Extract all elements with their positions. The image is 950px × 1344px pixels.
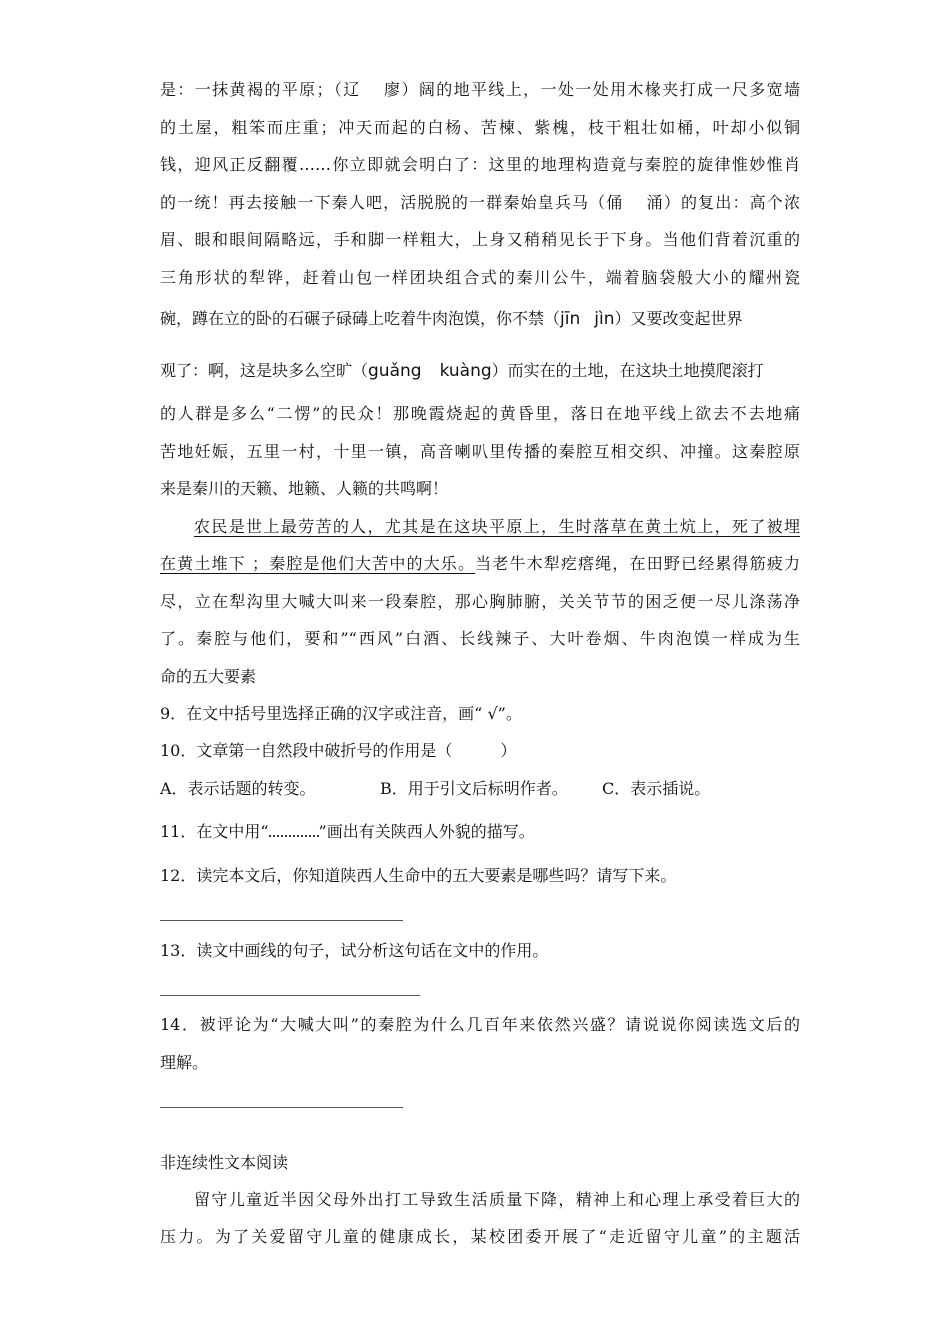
option-a: A．表示话题的转变。 bbox=[160, 779, 316, 798]
question-12: 12．读完本文后，你知道陕西人生命中的五大要素是哪些吗？请写下来。 bbox=[160, 866, 677, 885]
answer-line-12[interactable] bbox=[160, 920, 403, 921]
passage-p2-line-5: 命的五大要素 bbox=[160, 667, 257, 686]
section-title: 非连续性文本阅读 bbox=[160, 1153, 289, 1172]
question-9: 9．在文中括号里选择正确的汉字或注音，画“ √”。 bbox=[160, 704, 522, 723]
passage-p2-line-2: 在黄土堆下 ；秦腔是他们大苦中的大乐。当老牛木犁疙瘩绳，在田野已经累得筋疲力 bbox=[160, 554, 800, 573]
option-c: C．表示插说。 bbox=[602, 779, 711, 798]
question-14-line-1: 14．被评论为“大喊大叫”的秦腔为什么几百年来依然兴盛？请说说你阅读选文后的 bbox=[160, 1015, 800, 1034]
underlined-sentence: 农民是世上最劳苦的人，尤其是在这块平原上，生时落草在黄土炕上，死了被埋 bbox=[194, 517, 800, 536]
underlined-sentence-end: 在黄土堆下 ；秦腔是他们大苦中的大乐。 bbox=[160, 554, 476, 573]
passage-line-6: 三角形状的犁铧，赶着山包一样团块组合式的秦川公牛，端着脑袋般大小的耀州瓷 bbox=[160, 268, 800, 287]
passage-p2-line-1 bbox=[194, 517, 800, 537]
wavy-underline-mark bbox=[269, 823, 319, 837]
question-10: 10．文章第一自然段中破折号的作用是（ ） bbox=[160, 741, 517, 760]
question-13: 13．读文中画线的句子，试分析这句话在文中的作用。 bbox=[160, 941, 549, 960]
question-10-options bbox=[160, 779, 800, 799]
section-line-1: 留守儿童近半因父母外出打工导致生活质量下降，精神上和心理上承受着巨大的 bbox=[194, 1190, 800, 1209]
passage-line-2: 的土屋，粗笨而庄重；冲天而起的白杨、苦楝、紫槐，枝干粗壮如桶，叶却小似铜 bbox=[160, 118, 800, 137]
passage-line-9: 的人群是多么“二愣”的民众！那晚霞烧起的黄昏里，落日在地平线上欲去不去地痛 bbox=[160, 404, 800, 423]
passage-line-8: 观了：啊，这是块多么空旷（guǎng kuàng）而实在的土地，在这块土地摸爬滚打 bbox=[160, 361, 764, 381]
passage-line-5: 眉、眼和眼间隔略远，手和脚一样粗大，上身又稍稍见长于下身。当他们背着沉重的 bbox=[160, 230, 800, 249]
answer-line-14[interactable] bbox=[160, 1107, 403, 1108]
pinyin-option-kuang: kuàng bbox=[439, 361, 492, 381]
passage-line-3: 钱，迎风正反翻覆……你立即就会明白了：这里的地理构造竟与秦腔的旋律惟妙惟肖 bbox=[160, 155, 800, 174]
passage-line-11: 来是秦川的天籁、地籁、人籁的共鸣啊！ bbox=[160, 479, 449, 498]
pinyin-option-guang: guǎng bbox=[368, 361, 422, 381]
passage-p2-line-3: 尽，立在犁沟里大喊大叫来一段秦腔，那心胸肺腑，关关节节的困乏便一尽儿涤荡净 bbox=[160, 592, 800, 611]
section-line-2: 压力。为了关爱留守儿童的健康成长，某校团委开展了“走近留守儿童”的主题活 bbox=[160, 1227, 800, 1246]
passage-line-1: 是：一抹黄褐的平原；（辽 廖）阔的地平线上，一处一处用木椽夹打成一尺多宽墙 bbox=[160, 80, 800, 99]
pinyin-option-jin4: jìn bbox=[594, 309, 615, 329]
passage-p2-line-4: 了。秦腔与他们，要和”“西风”白酒、长线辣子、大叶卷烟、牛肉泡馍一样成为生 bbox=[160, 629, 800, 648]
passage-line-7: 碗，蹲在立的卧的石碾子碌碡上吃着牛肉泡馍，你不禁（jīn jìn）又要改变起世界 bbox=[160, 309, 743, 329]
pinyin-option-jin1: jīn bbox=[560, 309, 581, 329]
passage-line-10: 苦地妊娠，五里一村，十里一镇，高音喇叭里传播的秦腔互相交织、冲撞。这秦腔原 bbox=[160, 442, 800, 461]
question-11: 11．在文中用“ ”画出有关陕西人外貌的描写。 bbox=[160, 822, 535, 841]
option-b: B．用于引文后标明作者。 bbox=[380, 779, 568, 798]
answer-line-13[interactable] bbox=[160, 995, 420, 996]
passage-line-4: 的一统！再去接触一下秦人吧，活脱脱的一群秦始皇兵马（俑 涌）的复出：高个浓 bbox=[160, 193, 800, 212]
question-14-line-2: 理解。 bbox=[160, 1053, 209, 1072]
